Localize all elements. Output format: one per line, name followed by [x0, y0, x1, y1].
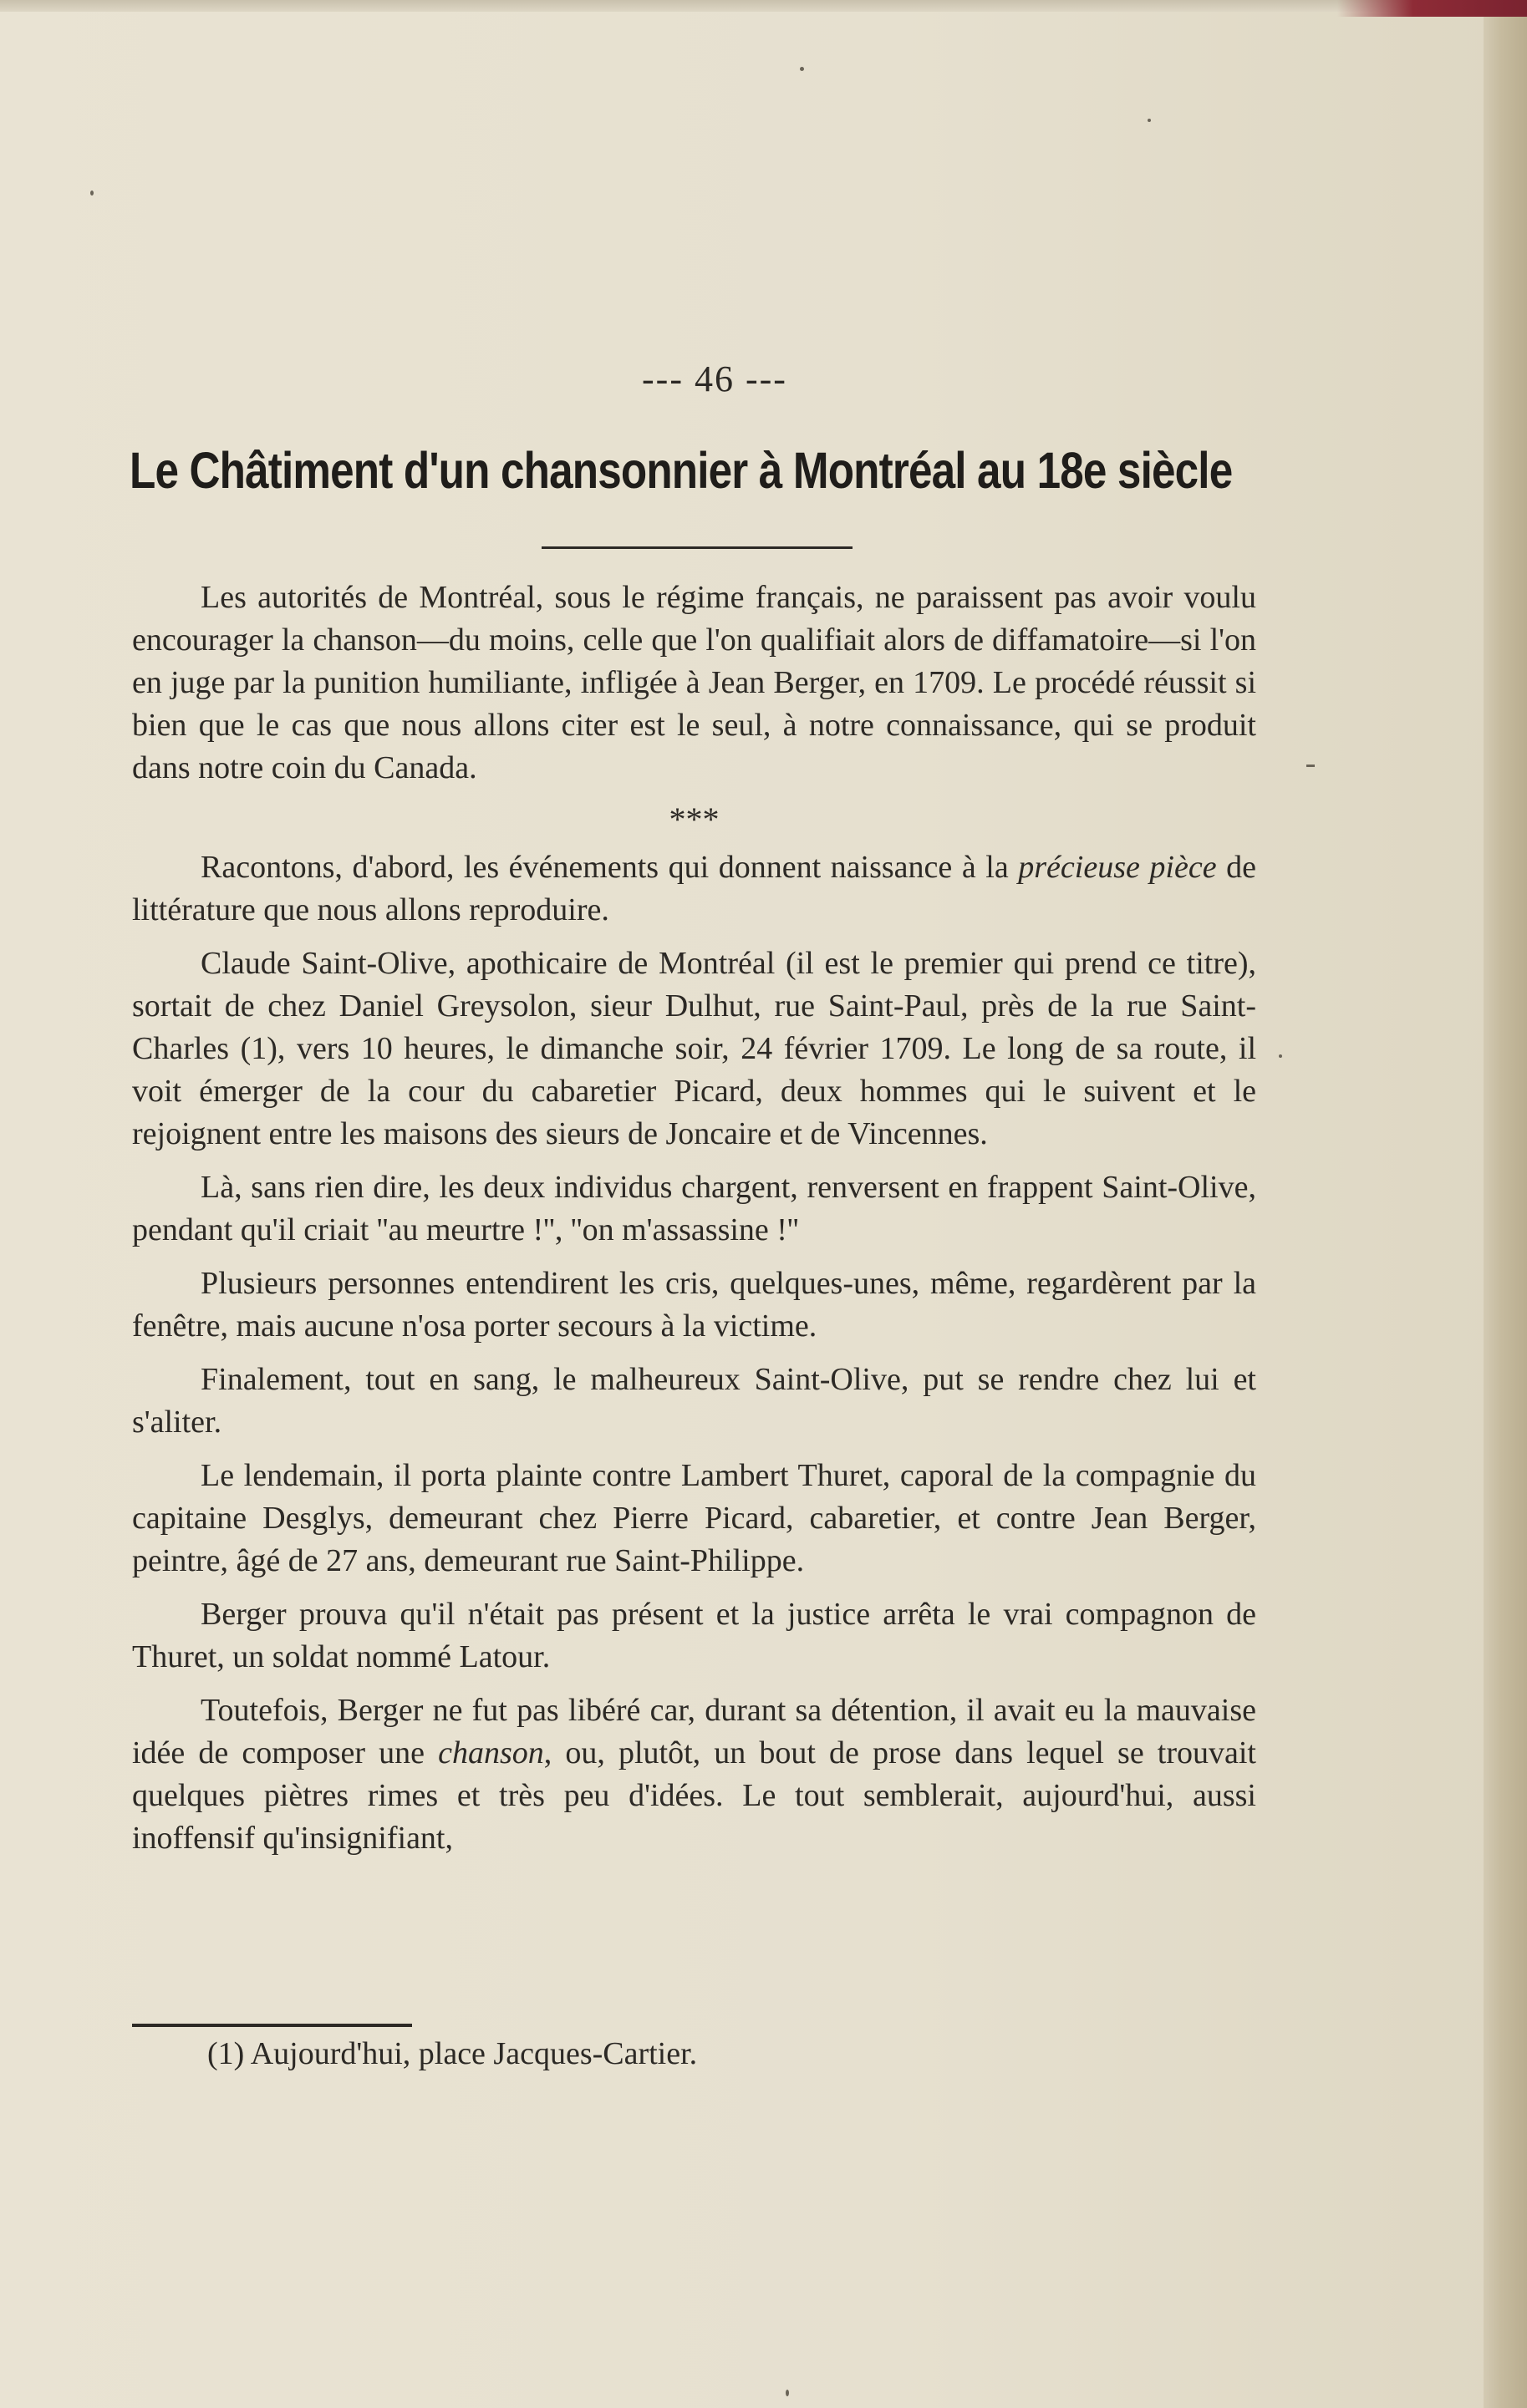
paragraph-2-text-end: de littérature que nous allons reproduire.	[132, 850, 1256, 927]
paragraph-4: Là, sans rien dire, les deux individus chargent, renversent en frappent Saint-Olive, pendant qu'il criait ''au meurtre !'', ''on m'assassine !''	[132, 1170, 1256, 1247]
paper-speck	[1279, 1054, 1282, 1058]
paragraph-1: Les autorités de Montréal, sous le régime français, ne paraissent pas avoir voulu encourager la chanson—du moins, celle que l'on qualifiait alors de diffamatoire—si l'on en juge par la punition humiliante, infligée à Jean Berger, en 1709. Le procédé réussit si bien que le cas que nous allons citer est le seul, à notre connaissance, qui se produit dans notre coin du Canada.	[132, 580, 1256, 785]
page-edge	[1484, 0, 1527, 2408]
section-asterism	[132, 800, 1256, 839]
binding-edge	[1337, 0, 1527, 17]
paper-speck	[800, 67, 804, 71]
paragraph-9-italic: chanson	[438, 1735, 544, 1770]
page-number: --- 46 ---	[642, 358, 787, 399]
paragraph-2-text: Racontons, d'abord, les événements qui donnent naissance à la	[201, 850, 1019, 885]
asterism-glyph: ***	[669, 800, 720, 838]
paragraph-3: Claude Saint-Olive, apothicaire de Montréal (il est le premier qui prend ce titre), sortait de chez Daniel Greysolon, sieur Dulhut, rue Saint-Paul, près de la rue Saint-Charles (1), vers 10 heures, le dimanche soir, 24 février 1709. Le long de sa route, il voit émerger de la cour du cabaretier Picard, deux hommes qui le suivent et le rejoignent entre les maisons des sieurs de Joncaire et de Vincennes.	[132, 946, 1256, 1151]
paragraph-9-text-end: , ou, plutôt, un bout de prose dans lequel se trouvait quelques piètres rimes et très peu d'idées. Le tout semblerait, aujourd'hui, aussi inoffensif qu'insignifiant,	[132, 1735, 1256, 1856]
article-title: Le Châtiment d'un chansonnier à Montréal au 18e siècle	[130, 442, 1233, 499]
footnote: (1) Aujourd'hui, place Jacques-Cartier.	[207, 2036, 698, 2071]
paper-speck	[90, 191, 94, 196]
paragraph-7: Le lendemain, il porta plainte contre Lambert Thuret, caporal de la compagnie du capitaine Desglys, demeurant chez Pierre Picard, cabaretier, et contre Jean Berger, peintre, âgé de 27 ans, demeurant rue Saint-Philippe.	[132, 1458, 1256, 1578]
paper-speck	[786, 2390, 789, 2396]
paragraph-9-text: Toutefois, Berger ne fut pas libéré car, durant sa détention, il avait eu la mauvaise idée de composer une	[132, 1693, 1256, 1770]
footnote-divider	[132, 2024, 412, 2027]
top-edge	[0, 0, 1527, 12]
paper-speck	[1306, 765, 1315, 767]
article-body	[132, 577, 1256, 1871]
paragraph-2-italic: précieuse pièce	[1018, 850, 1217, 885]
paragraph-5: Plusieurs personnes entendirent les cris, quelques-unes, même, regardèrent par la fenêtre, mais aucune n'osa porter secours à la victime.	[132, 1266, 1256, 1344]
paragraph-6: Finalement, tout en sang, le malheureux Saint-Olive, put se rendre chez lui et s'aliter.	[132, 1362, 1256, 1440]
paper-speck	[1148, 119, 1151, 122]
paragraph-8: Berger prouva qu'il n'était pas présent et la justice arrêta le vrai compagnon de Thuret, un soldat nommé Latour.	[132, 1597, 1256, 1674]
paragraph-2	[132, 846, 1256, 932]
title-divider	[542, 546, 853, 549]
paragraph-9	[132, 1689, 1256, 1860]
